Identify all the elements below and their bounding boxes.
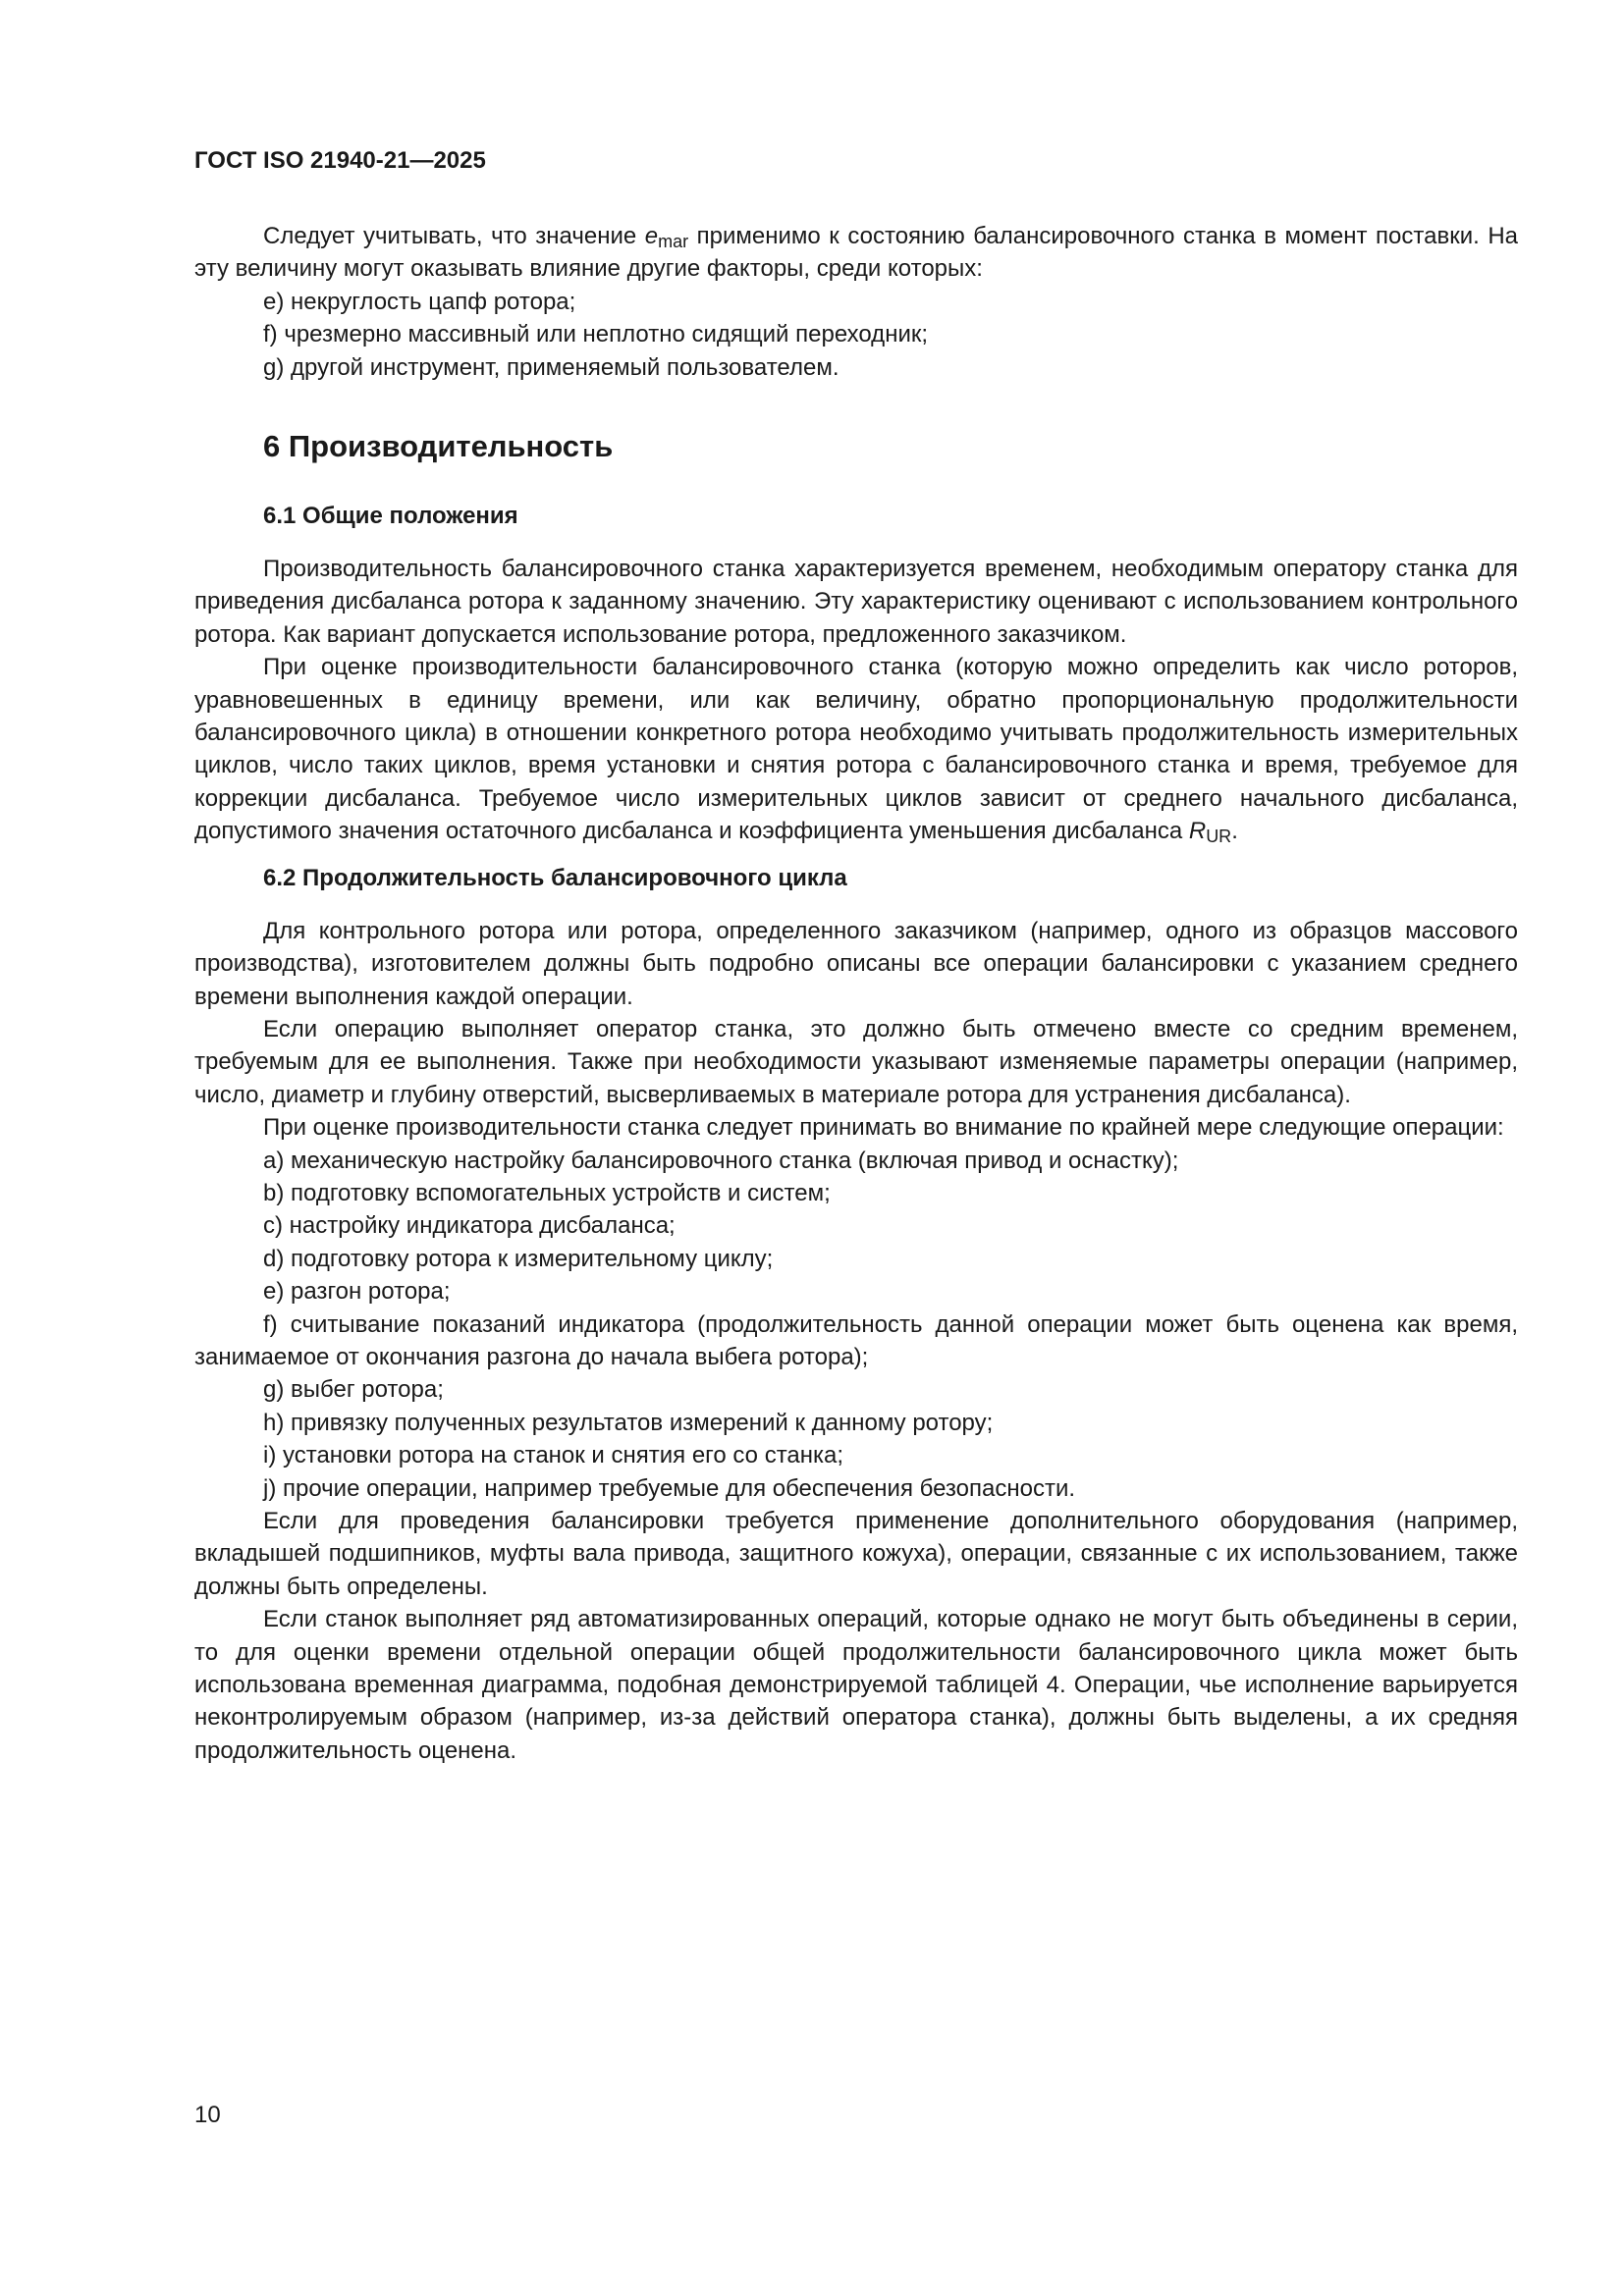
s62-list-item-g: g) выбег ротора; [263, 1376, 444, 1404]
document-page [194, 147, 1518, 1767]
intro-list-item-e: e) некруглость цапф ротора; [263, 288, 576, 315]
s62-paragraph-4: Если для проведения балансировки требуется применение дополнительного оборудования (например, вкладышей подшипников, муфты вала привода, защитного кожуха), операции, связанные с их использованием, также должны быть определены. [194, 1508, 1518, 1600]
s62-list-item-a: a) механическую настройку балансировочного станка (включая привод и оснастку); [263, 1147, 1179, 1174]
s61-p2-text-after: . [1231, 818, 1238, 845]
s62-list-item-h: h) привязку полученных результатов измерений к данному ротору; [263, 1409, 994, 1436]
s62-list-item-f: f) считывание показаний индикатора (продолжительность данной операции может быть оценена как время, занимаемое от окончания разгона до начала выбега ротора); [194, 1310, 1518, 1370]
s61-p2-text-before: При оценке производительности балансировочного станка (которую можно определить как число роторов, уравновешенных в единицу времени, или как величину, обратно пропорциональную продолжительности балансировочного цикла) в отношении конкретного ротора необходимо учитывать продолжительность измерительных циклов, число таких циклов, время установки и снятия ротора с балансировочного станка и время, требуемое для коррекции дисбаланса. Требуемое число измерительных циклов зависит от среднего начального дисбаланса, допустимого значения остаточного дисбаланса и коэффициента уменьшения дисбаланса [194, 654, 1518, 845]
s61-paragraph-1: Производительность балансировочного станка характеризуется временем, необходимым оператору станка для приведения дисбаланса ротора к заданному значению. Эту характеристику оценивают с использованием контрольного ротора. Как вариант допускается использование ротора, предложенного заказчиком. [194, 556, 1518, 648]
s62-list-item-c: c) настройку индикатора дисбаланса; [263, 1212, 676, 1240]
s62-list-item-d: d) подготовку ротора к измерительному циклу; [263, 1245, 774, 1272]
s62-list-item-e: e) разгон ротора; [263, 1278, 451, 1306]
page-number: 10 [194, 2102, 221, 2128]
symbol-r-subscript: UR [1206, 827, 1232, 847]
intro-list-item-f: f) чрезмерно массивный или неплотно сидящий переходник; [263, 321, 929, 348]
intro-paragraph [194, 220, 1518, 286]
section-6-title: 6 Производительность [263, 429, 614, 464]
intro-list-item-g: g) другой инструмент, применяемый пользователем. [263, 353, 839, 381]
s62-list-item-i: i) установки ротора на станок и снятия его со станка; [263, 1442, 844, 1469]
symbol-r: R [1188, 818, 1207, 845]
s61-paragraph-2 [194, 651, 1518, 847]
symbol-e-subscript: mar [658, 232, 689, 251]
subsection-6-1-title: 6.1 Общие положения [263, 503, 518, 530]
subsection-6-2-title: 6.2 Продолжительность балансировочного цикла [263, 864, 847, 891]
s62-paragraph-5: Если станок выполняет ряд автоматизированных операций, которые однако не могут быть объединены в серии, то для оценки времени отдельной операции общей продолжительности балансировочного цикла может быть использована временная диаграмма, подобная демонстрируемой таблицей 4. Операции, чье исполнение варьируется неконтролируемым образом (например, из-за действий оператора станка), должны быть выделены, а их средняя продолжительность оценена. [194, 1606, 1518, 1764]
intro-text-after: применимо к состоянию балансировочного станка в момент поставки. На эту величину могут оказывать влияние другие факторы, среди которых: [194, 223, 1519, 283]
s62-list-item-j: j) прочие операции, например требуемые для обеспечения безопасности. [263, 1474, 1076, 1502]
symbol-e: e [644, 223, 659, 249]
intro-text-before: Следует учитывать, что значение [263, 223, 645, 249]
s62-paragraph-1: Для контрольного ротора или ротора, определенного заказчиком (например, одного из образцов массового производства), изготовителем должны быть подробно описаны все операции балансировки с указанием среднего времени выполнения каждой операции. [194, 917, 1518, 1010]
s62-paragraph-2: Если операцию выполняет оператор станка, это должно быть отмечено вместе со средним временем, требуемым для ее выполнения. Также при необходимости указывают изменяемые параметры операции (например, число, диаметр и глубину отверстий, высверливаемых в материале ротора для устранения дисбаланса). [194, 1015, 1518, 1108]
document-code-header: ГОСТ ISO 21940-21—2025 [194, 147, 486, 174]
s62-paragraph-3: При оценке производительности станка следует принимать во внимание по крайней мере следующие операции: [263, 1114, 1504, 1142]
s62-list-item-b: b) подготовку вспомогательных устройств и систем; [263, 1179, 831, 1206]
